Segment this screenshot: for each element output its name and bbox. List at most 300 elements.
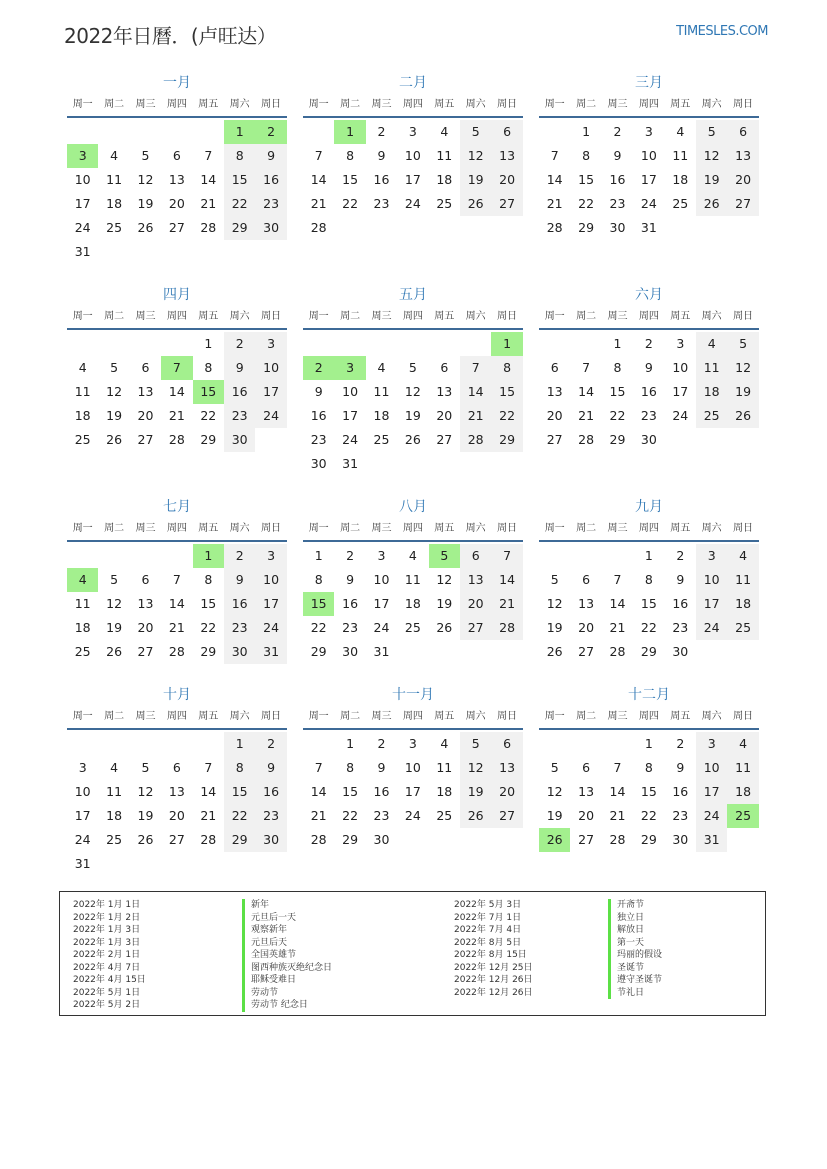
day-cell[interactable]: 24 — [255, 404, 286, 428]
day-cell[interactable]: 18 — [373, 408, 390, 423]
day-cell[interactable]: 4 — [408, 548, 417, 563]
day-cell[interactable]: 13 — [727, 144, 758, 168]
day-cell[interactable]: 30 — [672, 644, 689, 659]
day-cell[interactable]: 12 — [106, 596, 123, 611]
day-cell[interactable]: 26 — [106, 432, 123, 447]
day-cell[interactable]: 22 — [200, 408, 217, 423]
day-cell[interactable]: 11 — [727, 756, 758, 780]
day-cell[interactable]: 13 — [436, 384, 453, 399]
day-cell[interactable]: 22 — [342, 808, 359, 823]
day-cell[interactable]: 4 — [440, 124, 449, 139]
day-cell[interactable]: 17 — [373, 596, 390, 611]
day-cell[interactable]: 10 — [404, 760, 421, 775]
day-cell[interactable]: 7 — [204, 148, 213, 163]
day-cell[interactable]: 24 — [342, 432, 359, 447]
day-cell[interactable]: 15 — [578, 172, 595, 187]
day-cell[interactable]: 25 — [672, 196, 689, 211]
day-cell[interactable]: 11 — [106, 784, 123, 799]
day-cell[interactable]: 17 — [672, 384, 689, 399]
day-cell[interactable]: 17 — [342, 408, 359, 423]
day-cell[interactable]: 29 — [578, 220, 595, 235]
day-cell[interactable]: 9 — [224, 356, 255, 380]
day-cell[interactable]: 24 — [696, 804, 727, 828]
day-cell[interactable]: 13 — [491, 144, 522, 168]
day-cell[interactable]: 18 — [696, 380, 727, 404]
day-cell[interactable]: 3 — [676, 336, 685, 351]
day-cell[interactable]: 2 — [613, 124, 622, 139]
day-cell[interactable]: 28 — [609, 832, 626, 847]
day-cell[interactable]: 22 — [640, 808, 657, 823]
day-cell[interactable]: 8 — [613, 360, 622, 375]
day-cell[interactable]: 14 — [200, 172, 217, 187]
day-cell[interactable]: 26 — [727, 404, 758, 428]
day-cell[interactable]: 6 — [491, 120, 522, 144]
day-cell[interactable]: 17 — [255, 592, 286, 616]
day-cell[interactable]: 23 — [224, 404, 255, 428]
day-cell[interactable]: 1 — [644, 548, 653, 563]
day-cell[interactable]: 26 — [460, 192, 491, 216]
holiday-day-cell[interactable]: 7 — [161, 356, 192, 380]
day-cell[interactable]: 11 — [74, 384, 91, 399]
day-cell[interactable]: 17 — [74, 196, 91, 211]
holiday-day-cell[interactable]: 5 — [429, 544, 460, 568]
day-cell[interactable]: 27 — [168, 832, 185, 847]
day-cell[interactable]: 22 — [640, 620, 657, 635]
day-cell[interactable]: 24 — [373, 620, 390, 635]
day-cell[interactable]: 24 — [640, 196, 657, 211]
day-cell[interactable]: 18 — [672, 172, 689, 187]
day-cell[interactable]: 4 — [377, 360, 386, 375]
holiday-day-cell[interactable]: 3 — [334, 356, 365, 380]
day-cell[interactable]: 16 — [224, 380, 255, 404]
day-cell[interactable]: 3 — [377, 548, 386, 563]
day-cell[interactable]: 30 — [640, 432, 657, 447]
day-cell[interactable]: 7 — [314, 148, 323, 163]
day-cell[interactable]: 8 — [346, 148, 355, 163]
day-cell[interactable]: 12 — [546, 784, 563, 799]
day-cell[interactable]: 28 — [546, 220, 563, 235]
day-cell[interactable]: 27 — [491, 804, 522, 828]
day-cell[interactable]: 14 — [310, 172, 327, 187]
day-cell[interactable]: 15 — [224, 780, 255, 804]
day-cell[interactable]: 10 — [672, 360, 689, 375]
day-cell[interactable]: 10 — [373, 572, 390, 587]
day-cell[interactable]: 6 — [172, 760, 181, 775]
day-cell[interactable]: 23 — [672, 808, 689, 823]
day-cell[interactable]: 5 — [141, 148, 150, 163]
day-cell[interactable]: 6 — [141, 572, 150, 587]
day-cell[interactable]: 15 — [491, 380, 522, 404]
day-cell[interactable]: 1 — [613, 336, 622, 351]
day-cell[interactable]: 16 — [255, 780, 286, 804]
holiday-day-cell[interactable]: 1 — [491, 332, 522, 356]
day-cell[interactable]: 11 — [74, 596, 91, 611]
day-cell[interactable]: 25 — [696, 404, 727, 428]
day-cell[interactable]: 19 — [106, 408, 123, 423]
day-cell[interactable]: 24 — [404, 808, 421, 823]
day-cell[interactable]: 13 — [546, 384, 563, 399]
day-cell[interactable]: 2 — [644, 336, 653, 351]
day-cell[interactable]: 30 — [224, 640, 255, 664]
day-cell[interactable]: 19 — [106, 620, 123, 635]
day-cell[interactable]: 27 — [727, 192, 758, 216]
day-cell[interactable]: 13 — [168, 784, 185, 799]
day-cell[interactable]: 15 — [224, 168, 255, 192]
day-cell[interactable]: 20 — [168, 808, 185, 823]
day-cell[interactable]: 25 — [74, 644, 91, 659]
day-cell[interactable]: 31 — [640, 220, 657, 235]
day-cell[interactable]: 9 — [613, 148, 622, 163]
day-cell[interactable]: 31 — [373, 644, 390, 659]
day-cell[interactable]: 2 — [676, 736, 685, 751]
day-cell[interactable]: 31 — [696, 828, 727, 852]
day-cell[interactable]: 10 — [255, 356, 286, 380]
day-cell[interactable]: 5 — [141, 760, 150, 775]
day-cell[interactable]: 9 — [255, 144, 286, 168]
day-cell[interactable]: 12 — [436, 572, 453, 587]
day-cell[interactable]: 18 — [727, 592, 758, 616]
day-cell[interactable]: 9 — [644, 360, 653, 375]
day-cell[interactable]: 9 — [255, 756, 286, 780]
day-cell[interactable]: 23 — [672, 620, 689, 635]
day-cell[interactable]: 16 — [342, 596, 359, 611]
day-cell[interactable]: 28 — [609, 644, 626, 659]
day-cell[interactable]: 8 — [224, 144, 255, 168]
day-cell[interactable]: 24 — [74, 220, 91, 235]
day-cell[interactable]: 14 — [491, 568, 522, 592]
day-cell[interactable]: 13 — [137, 596, 154, 611]
day-cell[interactable]: 2 — [255, 732, 286, 756]
day-cell[interactable]: 26 — [404, 432, 421, 447]
day-cell[interactable]: 1 — [314, 548, 323, 563]
day-cell[interactable]: 29 — [609, 432, 626, 447]
day-cell[interactable]: 18 — [436, 784, 453, 799]
day-cell[interactable]: 20 — [491, 780, 522, 804]
day-cell[interactable]: 4 — [727, 732, 758, 756]
day-cell[interactable]: 1 — [204, 336, 213, 351]
day-cell[interactable]: 1 — [346, 736, 355, 751]
day-cell[interactable]: 2 — [676, 548, 685, 563]
day-cell[interactable]: 26 — [106, 644, 123, 659]
day-cell[interactable]: 9 — [377, 148, 386, 163]
day-cell[interactable]: 19 — [137, 196, 154, 211]
day-cell[interactable]: 19 — [696, 168, 727, 192]
day-cell[interactable]: 5 — [460, 732, 491, 756]
day-cell[interactable]: 16 — [640, 384, 657, 399]
day-cell[interactable]: 12 — [404, 384, 421, 399]
day-cell[interactable]: 24 — [696, 616, 727, 640]
day-cell[interactable]: 2 — [346, 548, 355, 563]
day-cell[interactable]: 10 — [640, 148, 657, 163]
day-cell[interactable]: 23 — [373, 196, 390, 211]
day-cell[interactable]: 29 — [200, 644, 217, 659]
day-cell[interactable]: 29 — [200, 432, 217, 447]
day-cell[interactable]: 5 — [408, 360, 417, 375]
day-cell[interactable]: 18 — [404, 596, 421, 611]
day-cell[interactable]: 28 — [578, 432, 595, 447]
day-cell[interactable]: 21 — [310, 808, 327, 823]
day-cell[interactable]: 5 — [550, 760, 559, 775]
day-cell[interactable]: 28 — [200, 220, 217, 235]
day-cell[interactable]: 26 — [137, 220, 154, 235]
day-cell[interactable]: 4 — [110, 760, 119, 775]
day-cell[interactable]: 21 — [200, 808, 217, 823]
day-cell[interactable]: 24 — [672, 408, 689, 423]
day-cell[interactable]: 11 — [696, 356, 727, 380]
day-cell[interactable]: 8 — [314, 572, 323, 587]
day-cell[interactable]: 15 — [609, 384, 626, 399]
day-cell[interactable]: 29 — [224, 216, 255, 240]
day-cell[interactable]: 28 — [200, 832, 217, 847]
day-cell[interactable]: 11 — [727, 568, 758, 592]
day-cell[interactable]: 18 — [106, 196, 123, 211]
day-cell[interactable]: 26 — [696, 192, 727, 216]
day-cell[interactable]: 27 — [578, 832, 595, 847]
day-cell[interactable]: 8 — [582, 148, 591, 163]
day-cell[interactable]: 9 — [676, 572, 685, 587]
day-cell[interactable]: 22 — [491, 404, 522, 428]
day-cell[interactable]: 23 — [255, 192, 286, 216]
day-cell[interactable]: 27 — [137, 432, 154, 447]
day-cell[interactable]: 11 — [373, 384, 390, 399]
day-cell[interactable]: 10 — [696, 756, 727, 780]
day-cell[interactable]: 4 — [440, 736, 449, 751]
day-cell[interactable]: 14 — [578, 384, 595, 399]
day-cell[interactable]: 12 — [460, 144, 491, 168]
day-cell[interactable]: 22 — [224, 804, 255, 828]
day-cell[interactable]: 21 — [168, 620, 185, 635]
day-cell[interactable]: 13 — [168, 172, 185, 187]
day-cell[interactable]: 2 — [224, 332, 255, 356]
day-cell[interactable]: 15 — [342, 784, 359, 799]
site-logo[interactable]: TIMESLES.COM — [676, 24, 768, 39]
day-cell[interactable]: 26 — [137, 832, 154, 847]
day-cell[interactable]: 6 — [172, 148, 181, 163]
day-cell[interactable]: 17 — [640, 172, 657, 187]
day-cell[interactable]: 30 — [224, 428, 255, 452]
day-cell[interactable]: 3 — [408, 736, 417, 751]
day-cell[interactable]: 24 — [404, 196, 421, 211]
day-cell[interactable]: 15 — [640, 596, 657, 611]
day-cell[interactable]: 11 — [404, 572, 421, 587]
day-cell[interactable]: 25 — [404, 620, 421, 635]
day-cell[interactable]: 28 — [491, 616, 522, 640]
day-cell[interactable]: 9 — [377, 760, 386, 775]
day-cell[interactable]: 20 — [436, 408, 453, 423]
day-cell[interactable]: 6 — [460, 544, 491, 568]
day-cell[interactable]: 29 — [491, 428, 522, 452]
day-cell[interactable]: 22 — [310, 620, 327, 635]
day-cell[interactable]: 6 — [550, 360, 559, 375]
day-cell[interactable]: 30 — [255, 828, 286, 852]
day-cell[interactable]: 12 — [137, 784, 154, 799]
holiday-day-cell[interactable]: 25 — [727, 804, 758, 828]
day-cell[interactable]: 19 — [436, 596, 453, 611]
day-cell[interactable]: 30 — [609, 220, 626, 235]
holiday-day-cell[interactable]: 2 — [255, 120, 286, 144]
day-cell[interactable]: 16 — [310, 408, 327, 423]
day-cell[interactable]: 15 — [342, 172, 359, 187]
day-cell[interactable]: 30 — [342, 644, 359, 659]
day-cell[interactable]: 22 — [578, 196, 595, 211]
day-cell[interactable]: 4 — [727, 544, 758, 568]
day-cell[interactable]: 4 — [110, 148, 119, 163]
day-cell[interactable]: 17 — [404, 784, 421, 799]
day-cell[interactable]: 10 — [74, 784, 91, 799]
day-cell[interactable]: 5 — [550, 572, 559, 587]
holiday-day-cell[interactable]: 1 — [193, 544, 224, 568]
day-cell[interactable]: 19 — [404, 408, 421, 423]
day-cell[interactable]: 2 — [377, 124, 386, 139]
day-cell[interactable]: 21 — [460, 404, 491, 428]
day-cell[interactable]: 10 — [404, 148, 421, 163]
holiday-day-cell[interactable]: 2 — [303, 356, 334, 380]
day-cell[interactable]: 16 — [672, 784, 689, 799]
day-cell[interactable]: 13 — [460, 568, 491, 592]
day-cell[interactable]: 29 — [640, 644, 657, 659]
day-cell[interactable]: 6 — [582, 760, 591, 775]
day-cell[interactable]: 18 — [106, 808, 123, 823]
day-cell[interactable]: 29 — [640, 832, 657, 847]
day-cell[interactable]: 4 — [696, 332, 727, 356]
day-cell[interactable]: 27 — [137, 644, 154, 659]
day-cell[interactable]: 23 — [640, 408, 657, 423]
day-cell[interactable]: 14 — [310, 784, 327, 799]
holiday-day-cell[interactable]: 4 — [67, 568, 98, 592]
day-cell[interactable]: 28 — [168, 432, 185, 447]
day-cell[interactable]: 16 — [255, 168, 286, 192]
day-cell[interactable]: 3 — [644, 124, 653, 139]
day-cell[interactable]: 30 — [310, 456, 327, 471]
day-cell[interactable]: 25 — [436, 808, 453, 823]
day-cell[interactable]: 25 — [373, 432, 390, 447]
day-cell[interactable]: 16 — [373, 784, 390, 799]
day-cell[interactable]: 19 — [546, 808, 563, 823]
day-cell[interactable]: 21 — [609, 620, 626, 635]
day-cell[interactable]: 5 — [727, 332, 758, 356]
day-cell[interactable]: 27 — [578, 644, 595, 659]
day-cell[interactable]: 14 — [609, 784, 626, 799]
day-cell[interactable]: 25 — [106, 220, 123, 235]
day-cell[interactable]: 10 — [74, 172, 91, 187]
day-cell[interactable]: 26 — [460, 804, 491, 828]
day-cell[interactable]: 16 — [609, 172, 626, 187]
day-cell[interactable]: 9 — [314, 384, 323, 399]
day-cell[interactable]: 29 — [342, 832, 359, 847]
day-cell[interactable]: 27 — [460, 616, 491, 640]
day-cell[interactable]: 9 — [346, 572, 355, 587]
day-cell[interactable]: 22 — [609, 408, 626, 423]
day-cell[interactable]: 20 — [578, 620, 595, 635]
day-cell[interactable]: 30 — [255, 216, 286, 240]
day-cell[interactable]: 8 — [204, 572, 213, 587]
day-cell[interactable]: 21 — [578, 408, 595, 423]
day-cell[interactable]: 15 — [200, 596, 217, 611]
day-cell[interactable]: 5 — [110, 572, 119, 587]
day-cell[interactable]: 2 — [377, 736, 386, 751]
day-cell[interactable]: 22 — [200, 620, 217, 635]
day-cell[interactable]: 23 — [224, 616, 255, 640]
day-cell[interactable]: 23 — [342, 620, 359, 635]
day-cell[interactable]: 26 — [436, 620, 453, 635]
day-cell[interactable]: 26 — [546, 644, 563, 659]
day-cell[interactable]: 12 — [137, 172, 154, 187]
day-cell[interactable]: 3 — [696, 544, 727, 568]
day-cell[interactable]: 1 — [644, 736, 653, 751]
day-cell[interactable]: 20 — [546, 408, 563, 423]
day-cell[interactable]: 11 — [436, 760, 453, 775]
day-cell[interactable]: 19 — [137, 808, 154, 823]
day-cell[interactable]: 29 — [224, 828, 255, 852]
day-cell[interactable]: 8 — [346, 760, 355, 775]
day-cell[interactable]: 7 — [491, 544, 522, 568]
day-cell[interactable]: 14 — [460, 380, 491, 404]
day-cell[interactable]: 1 — [582, 124, 591, 139]
day-cell[interactable]: 21 — [310, 196, 327, 211]
day-cell[interactable]: 7 — [582, 360, 591, 375]
day-cell[interactable]: 21 — [491, 592, 522, 616]
day-cell[interactable]: 12 — [460, 756, 491, 780]
day-cell[interactable]: 20 — [168, 196, 185, 211]
day-cell[interactable]: 13 — [578, 784, 595, 799]
day-cell[interactable]: 23 — [310, 432, 327, 447]
holiday-day-cell[interactable]: 3 — [67, 144, 98, 168]
day-cell[interactable]: 4 — [676, 124, 685, 139]
day-cell[interactable]: 28 — [460, 428, 491, 452]
day-cell[interactable]: 30 — [672, 832, 689, 847]
day-cell[interactable]: 27 — [168, 220, 185, 235]
day-cell[interactable]: 20 — [727, 168, 758, 192]
day-cell[interactable]: 16 — [373, 172, 390, 187]
day-cell[interactable]: 3 — [78, 760, 87, 775]
day-cell[interactable]: 30 — [373, 832, 390, 847]
day-cell[interactable]: 7 — [314, 760, 323, 775]
day-cell[interactable]: 23 — [609, 196, 626, 211]
day-cell[interactable]: 3 — [255, 544, 286, 568]
day-cell[interactable]: 17 — [696, 780, 727, 804]
day-cell[interactable]: 12 — [106, 384, 123, 399]
day-cell[interactable]: 20 — [460, 592, 491, 616]
day-cell[interactable]: 22 — [342, 196, 359, 211]
day-cell[interactable]: 4 — [78, 360, 87, 375]
day-cell[interactable]: 31 — [342, 456, 359, 471]
day-cell[interactable]: 18 — [74, 408, 91, 423]
day-cell[interactable]: 8 — [644, 760, 653, 775]
day-cell[interactable]: 9 — [676, 760, 685, 775]
day-cell[interactable]: 21 — [609, 808, 626, 823]
day-cell[interactable]: 23 — [255, 804, 286, 828]
day-cell[interactable]: 27 — [491, 192, 522, 216]
day-cell[interactable]: 8 — [491, 356, 522, 380]
day-cell[interactable]: 10 — [255, 568, 286, 592]
day-cell[interactable]: 19 — [460, 168, 491, 192]
day-cell[interactable]: 20 — [137, 620, 154, 635]
day-cell[interactable]: 31 — [74, 244, 91, 259]
day-cell[interactable]: 5 — [696, 120, 727, 144]
day-cell[interactable]: 20 — [578, 808, 595, 823]
day-cell[interactable]: 8 — [644, 572, 653, 587]
day-cell[interactable]: 16 — [672, 596, 689, 611]
day-cell[interactable]: 6 — [491, 732, 522, 756]
day-cell[interactable]: 12 — [727, 356, 758, 380]
day-cell[interactable]: 23 — [373, 808, 390, 823]
day-cell[interactable]: 6 — [141, 360, 150, 375]
day-cell[interactable]: 7 — [613, 572, 622, 587]
day-cell[interactable]: 12 — [546, 596, 563, 611]
day-cell[interactable]: 16 — [224, 592, 255, 616]
day-cell[interactable]: 20 — [137, 408, 154, 423]
day-cell[interactable]: 19 — [546, 620, 563, 635]
